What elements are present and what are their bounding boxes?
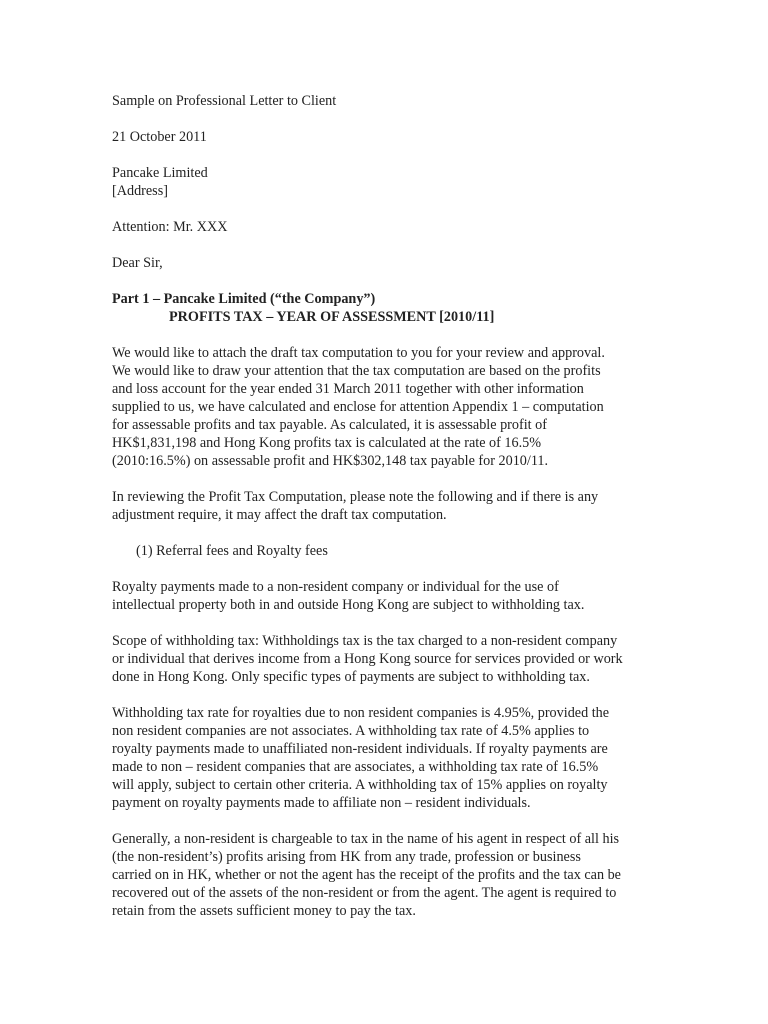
intro-paragraph: We would like to attach the draft tax computation to you for your review and approval. We would like to draw your attention that the tax computation are based on the profits and loss account for the year ended 31 March 2011 together with other information supplied to us, we have calculated and enclose for attention Appendix 1 – computation for assessable profits and tax payable. As calculated, it is assessable profit of HK$1,831,198 and Hong Kong profits tax is calculated at the rate of 16.5% (2010:16.5%) on assessable profit and HK$302,148 tax payable for 2010/11. <box>112 345 605 469</box>
letter-page <box>112 92 672 920</box>
list-item-referral-royalty: (1) Referral fees and Royalty fees <box>136 543 328 559</box>
salutation: Dear Sir, <box>112 255 163 271</box>
royalty-paragraph: Royalty payments made to a non-resident company or individual for the use of intellectual property both in and outside Hong Kong are subject to withholding tax. <box>112 579 585 613</box>
review-paragraph: In reviewing the Profit Tax Computation, please note the following and if there is any adjustment require, it may affect the draft tax computation. <box>112 489 599 523</box>
heading-part: Part 1 – Pancake Limited (“the Company”) <box>112 291 376 307</box>
recipient-address: [Address] <box>112 183 168 199</box>
recipient-block <box>112 164 672 200</box>
agent-paragraph: Generally, a non-resident is chargeable to tax in the name of his agent in respect of all his (the non-resident’s) profits arising from HK from any trade, profession or business carried on in HK, whether or not the agent has the receipt of the profits and the tax can be recovered out of the assets of the non-resident or from the agent. The agent is required to retain from the assets sufficient money to pay the tax. <box>112 831 621 919</box>
heading-subject: PROFITS TAX – YEAR OF ASSESSMENT [2010/11] <box>169 309 495 325</box>
scope-paragraph: Scope of withholding tax: Withholdings tax is the tax charged to a non-resident company or individual that derives income from a Hong Kong source for services provided or work done in Hong Kong. Only specific types of payments are subject to withholding tax. <box>112 633 623 685</box>
letter-title: Sample on Professional Letter to Client <box>112 93 337 109</box>
attention-line: Attention: Mr. XXX <box>112 219 228 235</box>
rate-paragraph: Withholding tax rate for royalties due to non resident companies is 4.95%, provided the non resident companies are not associates. A withholding tax rate of 4.5% applies to royalty payments made to unaffiliated non-resident individuals. If royalty payments are made to non – resident companies that are associates, a withholding tax rate of 16.5% will apply, subject to certain other criteria. A withholding tax of 15% applies on royalty payment on royalty payments made to affiliate non – resident individuals. <box>112 705 610 811</box>
letter-date: 21 October 2011 <box>112 129 207 145</box>
recipient-company: Pancake Limited <box>112 165 208 181</box>
letter-heading <box>112 290 672 326</box>
